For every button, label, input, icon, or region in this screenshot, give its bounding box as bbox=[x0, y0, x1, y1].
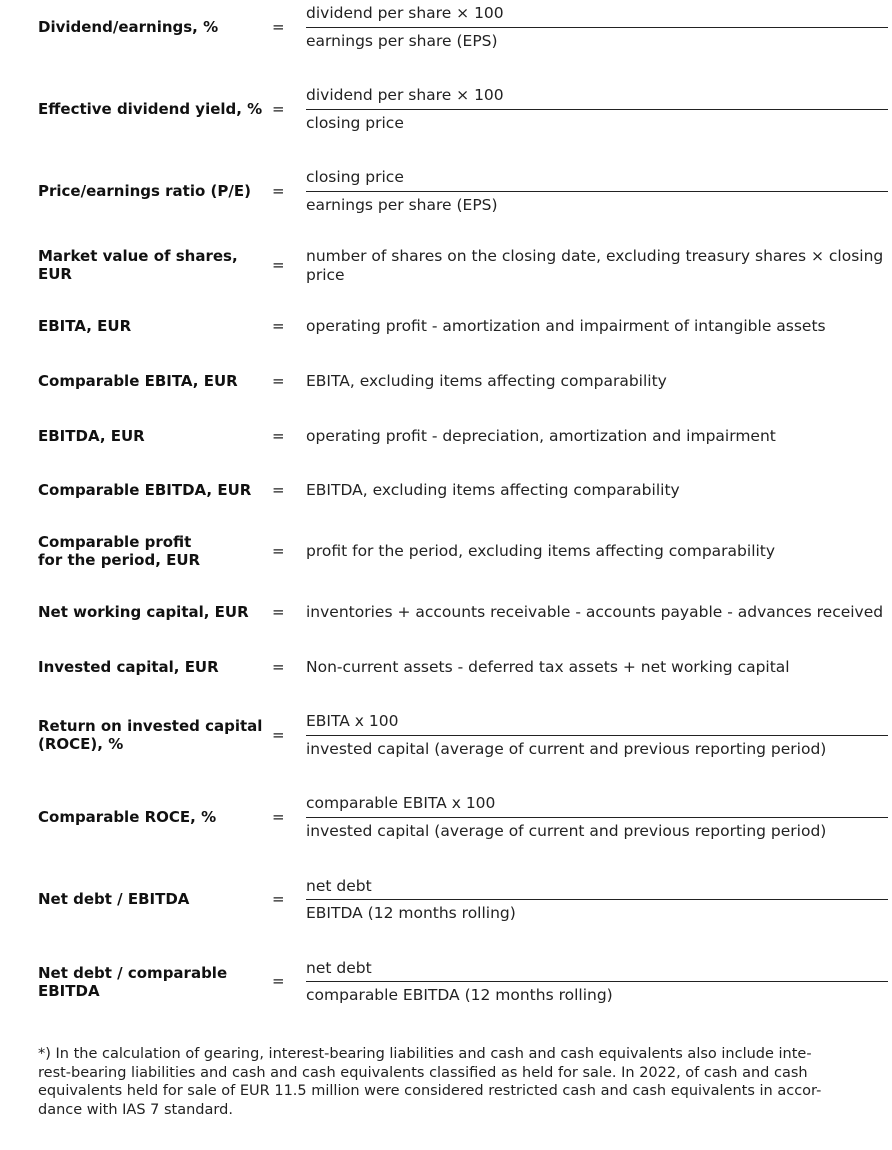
numerator: net debt bbox=[306, 959, 372, 977]
denominator: EBITDA (12 months rolling) bbox=[306, 904, 516, 922]
equals-sign: = bbox=[272, 808, 285, 826]
denominator: invested capital (average of current and previous reporting period) bbox=[306, 822, 827, 840]
metric-label: Comparable EBITDA, EUR bbox=[38, 481, 252, 499]
footnote-line: equivalents held for sale of EUR 11.5 million were considered restricted cash and cash equivalents in accor- bbox=[38, 1083, 822, 1099]
metric-label: Comparable EBITA, EUR bbox=[38, 372, 238, 390]
equals-sign: = bbox=[272, 182, 285, 200]
equals-sign: = bbox=[272, 603, 285, 621]
metric-label: EBITDA, EUR bbox=[38, 427, 145, 445]
denominator: comparable EBITDA (12 months rolling) bbox=[306, 986, 613, 1004]
metric-label: Comparable profit for the period, EUR bbox=[38, 533, 201, 569]
equals-sign: = bbox=[272, 726, 285, 744]
equals-sign: = bbox=[272, 481, 285, 499]
metric-label: Market value of shares, EUR bbox=[38, 247, 238, 283]
metric-label: Net debt / comparable EBITDA bbox=[38, 964, 228, 1000]
denominator: closing price bbox=[306, 114, 404, 132]
definition-text: profit for the period, excluding items affecting comparability bbox=[306, 542, 776, 560]
numerator: net debt bbox=[306, 877, 372, 895]
fraction-line bbox=[306, 981, 888, 982]
metric-label: Effective dividend yield, % bbox=[38, 100, 263, 118]
equals-sign: = bbox=[272, 972, 285, 990]
equals-sign: = bbox=[272, 256, 285, 274]
metric-label: EBITA, EUR bbox=[38, 317, 132, 335]
footnote-line: rest-bearing liabilities and cash and cash equivalents classified as held for sale. In 2022, of cash and cash bbox=[38, 1064, 808, 1081]
numerator: dividend per share × 100 bbox=[306, 4, 504, 22]
numerator: dividend per share × 100 bbox=[306, 86, 504, 104]
numerator: EBITA x 100 bbox=[306, 712, 399, 730]
equals-sign: = bbox=[272, 658, 285, 676]
denominator: earnings per share (EPS) bbox=[306, 196, 498, 214]
numerator: comparable EBITA x 100 bbox=[306, 794, 496, 812]
fraction-line bbox=[306, 27, 888, 28]
metric-label: Price/earnings ratio (P/E) bbox=[38, 182, 251, 200]
equals-sign: = bbox=[272, 317, 285, 335]
equals-sign: = bbox=[272, 542, 285, 560]
fraction-line bbox=[306, 735, 888, 736]
metric-label: Return on invested capital (ROCE), % bbox=[38, 717, 263, 753]
definition-text: operating profit - amortization and impairment of intangible assets bbox=[306, 317, 826, 335]
definition-text: number of shares on the closing date, excluding treasury shares × closing price bbox=[306, 247, 884, 284]
fraction-line bbox=[306, 899, 888, 900]
definition-text: inventories + accounts receivable - accounts payable - advances received bbox=[306, 603, 884, 621]
equals-sign: = bbox=[272, 427, 285, 445]
metric-label: Invested capital, EUR bbox=[38, 658, 219, 676]
numerator: closing price bbox=[306, 168, 404, 186]
metric-label: Comparable ROCE, % bbox=[38, 808, 217, 826]
footnote-line: *) In the calculation of gearing, interest-bearing liabilities and cash and cash equivalents also include inte- bbox=[38, 1046, 812, 1062]
denominator: earnings per share (EPS) bbox=[306, 32, 498, 50]
equals-sign: = bbox=[272, 100, 285, 118]
footnote bbox=[38, 1045, 868, 1119]
metric-label: Net debt / EBITDA bbox=[38, 890, 190, 908]
fraction-line bbox=[306, 817, 888, 818]
fraction-line bbox=[306, 109, 888, 110]
fraction-line bbox=[306, 191, 888, 192]
metric-label: Net working capital, EUR bbox=[38, 603, 249, 621]
definition-text: EBITDA, excluding items affecting comparability bbox=[306, 481, 680, 499]
definition-text: EBITA, excluding items affecting comparability bbox=[306, 372, 667, 390]
equals-sign: = bbox=[272, 372, 285, 390]
footnote-line: dance with IAS 7 standard. bbox=[38, 1101, 233, 1118]
definition-text: operating profit - depreciation, amortization and impairment bbox=[306, 427, 776, 445]
denominator: invested capital (average of current and previous reporting period) bbox=[306, 740, 827, 758]
equals-sign: = bbox=[272, 18, 285, 36]
metric-label: Dividend/earnings, % bbox=[38, 18, 219, 36]
definition-text: Non-current assets - deferred tax assets + net working capital bbox=[306, 658, 790, 676]
equals-sign: = bbox=[272, 890, 285, 908]
